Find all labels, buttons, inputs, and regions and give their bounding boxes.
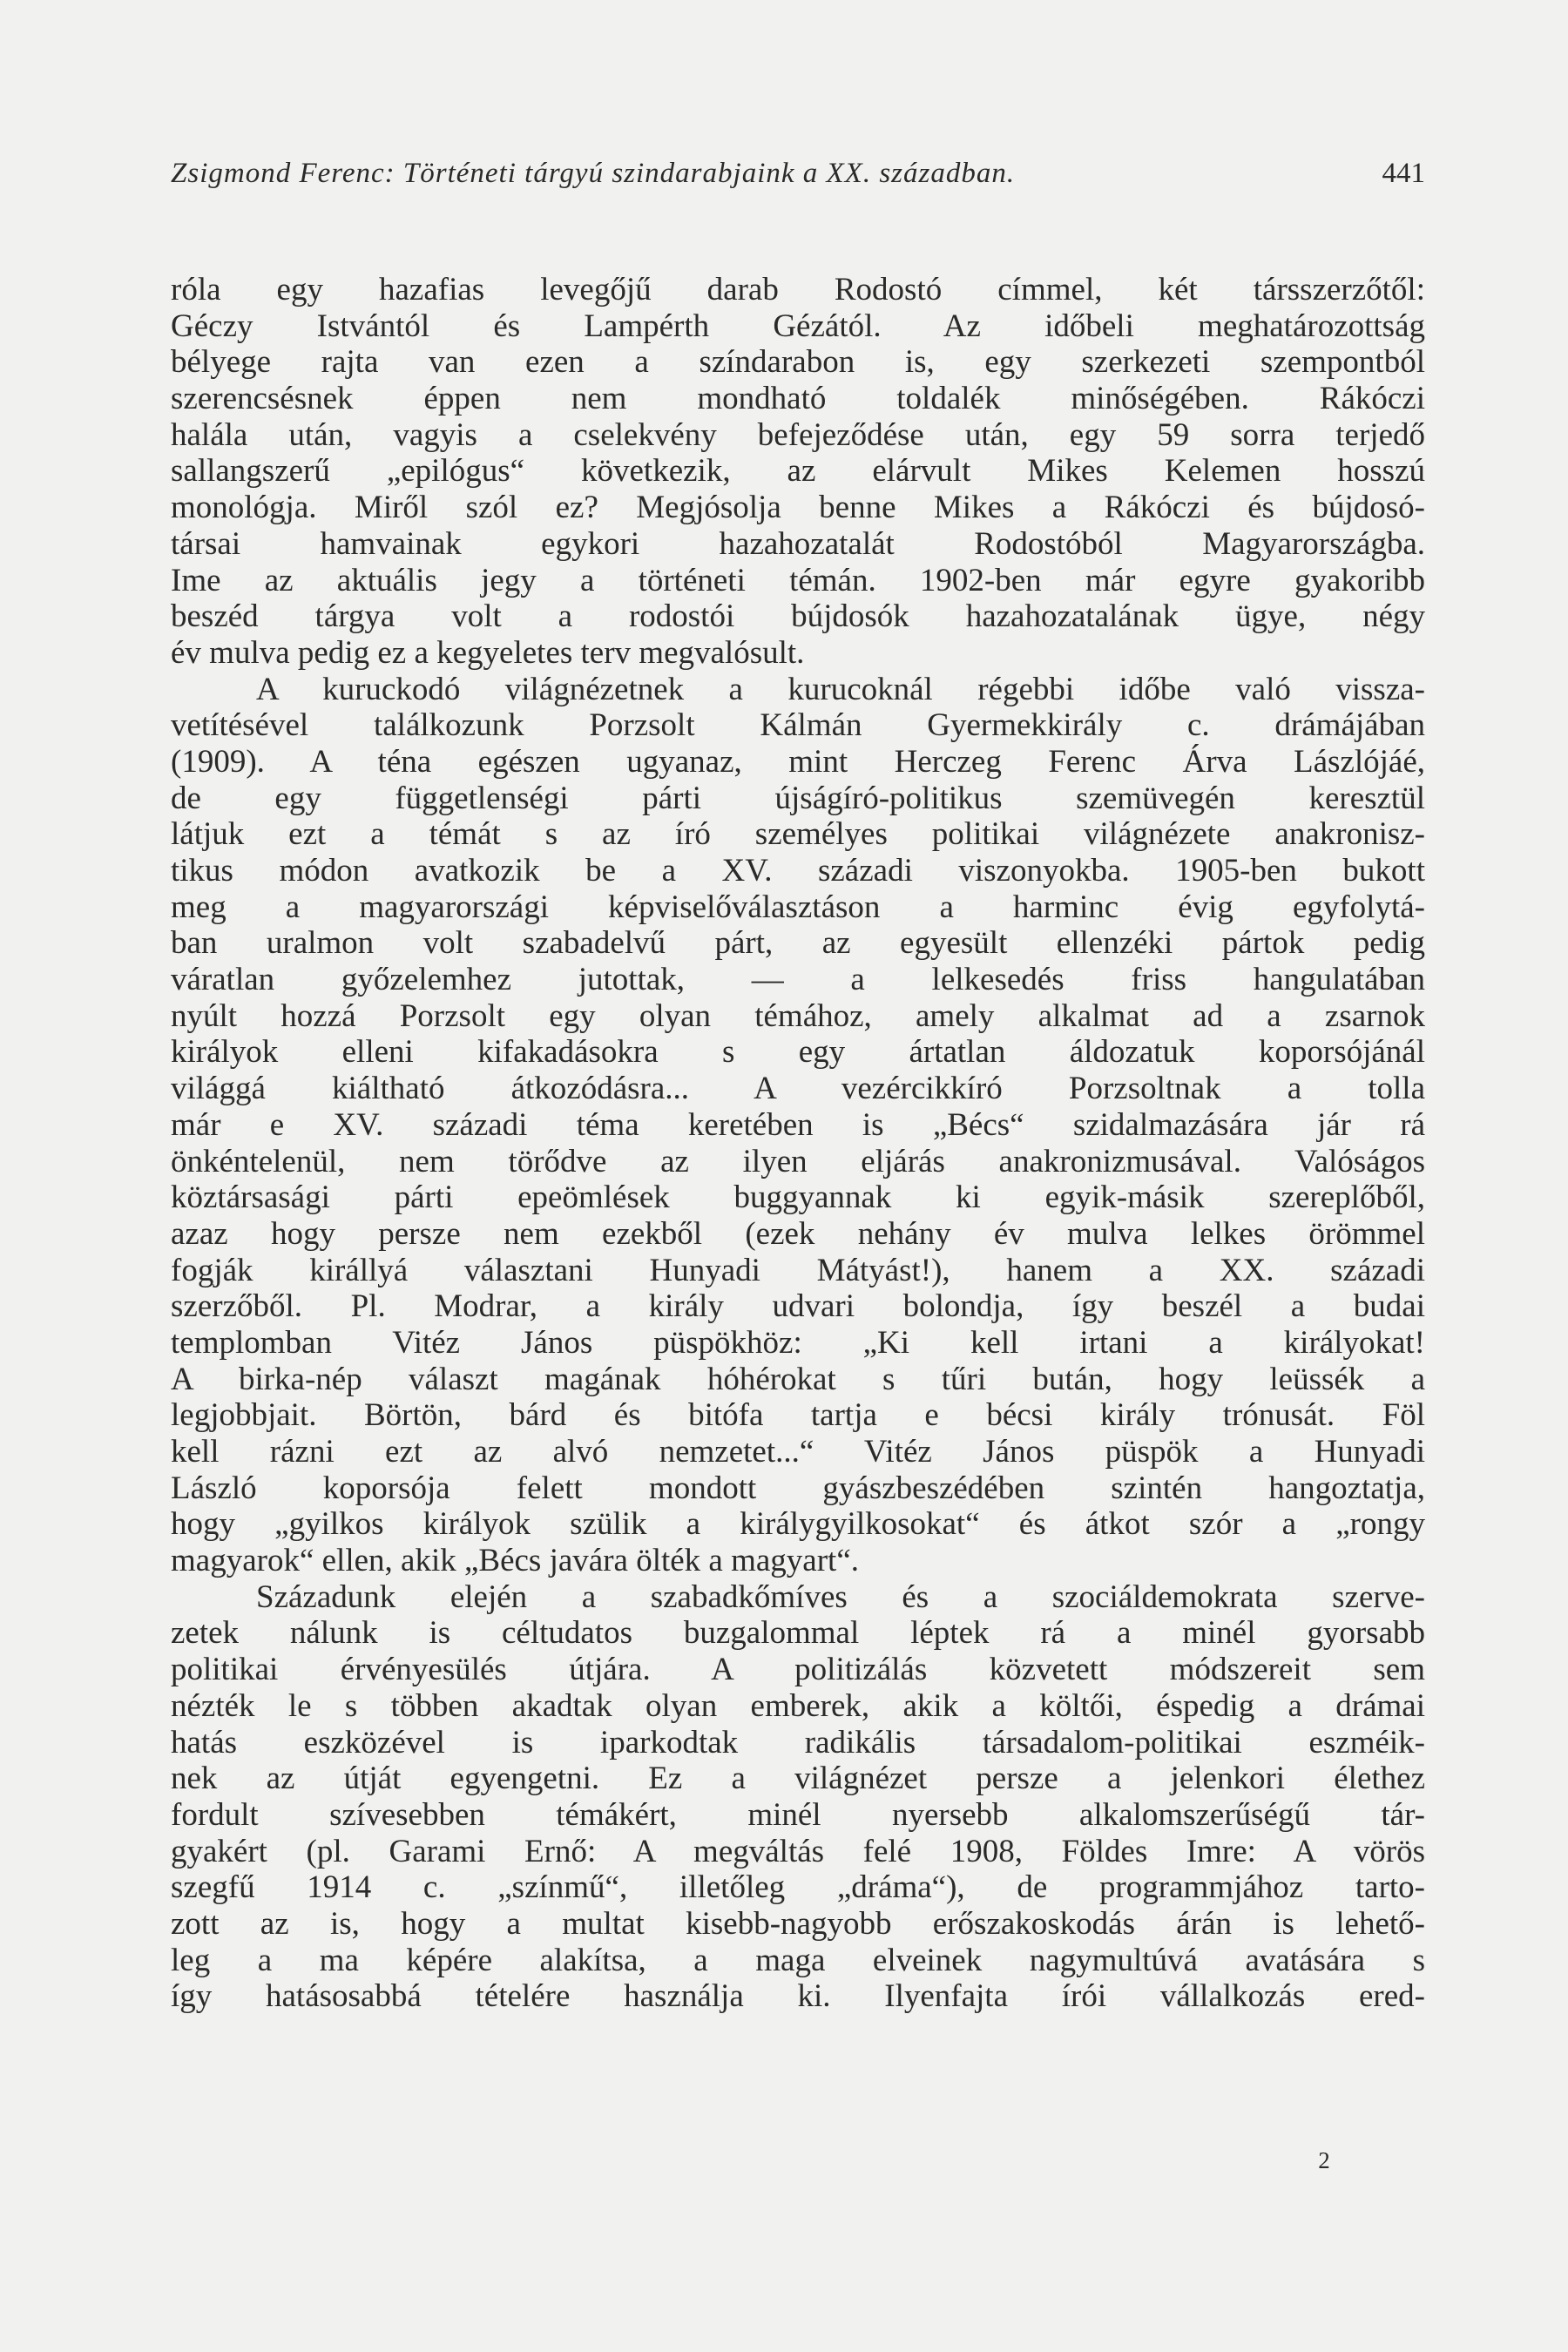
text-line: Géczy Istvántól és Lampérth Gézától. Az időbeli meghatározottság: [171, 308, 1425, 344]
text-line: hatás eszközével is iparkodtak radikális társadalom-politikai eszméik-: [171, 1724, 1425, 1761]
text-line: vetítésével találkozunk Porzsolt Kálmán Gyermekkirály c. drámájában: [171, 707, 1425, 744]
text-line: váratlan győzelemhez jutottak, — a lelkesedés friss hangulatában: [171, 962, 1425, 998]
text-line: templomban Vitéz János püspökhöz: „Ki kell irtani a királyokat!: [171, 1324, 1425, 1361]
text-line: társai hamvainak egykori hazahozatalát Rodostóból Magyarországba.: [171, 525, 1425, 562]
text-line: László koporsója felett mondott gyászbeszédében szintén hangoztatja,: [171, 1470, 1425, 1506]
text-line: monológja. Miről szól ez? Megjósolja benne Mikes a Rákóczi és bújdosó-: [171, 490, 1425, 526]
text-line: köztársasági párti epeömlések buggyannak ki egyik-másik szereplőből,: [171, 1179, 1425, 1216]
text-line: hogy „gyilkos királyok szülik a királygyilkosokat“ és átkot szór a „rongy: [171, 1506, 1425, 1543]
signature-mark: 2: [1318, 2147, 1330, 2173]
text-line: Ime az aktuális jegy a történeti témán. 1902-ben már egyre gyakoribb: [171, 562, 1425, 598]
body-text: [171, 272, 1425, 2015]
text-line: így hatásosabbá tételére használja ki. Ilyenfajta írói vállalkozás ered-: [171, 1978, 1425, 2015]
text-line: látjuk ezt a témát s az író személyes politikai világnézete anakronisz-: [171, 816, 1425, 853]
text-line: nézték le s többen akadtak olyan emberek, akik a költői, éspedig a drámai: [171, 1687, 1425, 1724]
text-line: nyúlt hozzá Porzsolt egy olyan témához, amely alkalmat ad a zsarnok: [171, 997, 1425, 1034]
text-line: meg a magyarországi képviselőválasztáson a harminc évig egyfolytá-: [171, 889, 1425, 925]
text-line: halála után, vagyis a cselekvény befejeződése után, egy 59 sorra terjedő: [171, 416, 1425, 453]
text-line: bélyege rajta van ezen a színdarabon is, egy szerkezeti szempontból: [171, 344, 1425, 381]
text-line: sallangszerű „epilógus“ következik, az elárvult Mikes Kelemen hosszú: [171, 453, 1425, 490]
text-line: királyok elleni kifakadásokra s egy ártatlan áldozatuk koporsójánál: [171, 1034, 1425, 1071]
text-line: önkéntelenül, nem törődve az ilyen eljárás anakronizmusával. Valóságos: [171, 1143, 1425, 1179]
running-title: Zsigmond Ferenc: Történeti tárgyú szindarabjaink a XX. században.: [171, 158, 1016, 189]
text-line: szerencsésnek éppen nem mondható toldalék minőségében. Rákóczi: [171, 381, 1425, 417]
text-line: politikai érvényesülés útjára. A politizálás közvetett módszereit sem: [171, 1652, 1425, 1688]
text-line: azaz hogy persze nem ezekből (ezek nehány év mulva lelkes örömmel: [171, 1215, 1425, 1252]
text-line: A kuruckodó világnézetnek a kurucoknál régebbi időbe való vissza-: [256, 671, 1425, 707]
page-number: 441: [1382, 158, 1425, 189]
text-line: ban uralmon volt szabadelvű párt, az egyesült ellenzéki pártok pedig: [171, 925, 1425, 962]
text-line: A birka-nép választ magának hóhérokat s tűri bután, hogy leüssék a: [171, 1361, 1425, 1397]
text-line: gyakért (pl. Garami Ernő: A megváltás felé 1908, Földes Imre: A vörös: [171, 1833, 1425, 1869]
text-line: kell rázni ezt az alvó nemzetet...“ Vitéz János püspök a Hunyadi: [171, 1434, 1425, 1470]
text-line: Századunk elején a szabadkőmíves és a szociáldemokrata szerve-: [256, 1578, 1425, 1615]
text-line: magyarok“ ellen, akik „Bécs javára ölték a magyart“.: [171, 1543, 859, 1579]
text-line: (1909). A téna egészen ugyanaz, mint Herczeg Ferenc Árva Lászlójáé,: [171, 743, 1425, 780]
text-line: zott az is, hogy a multat kisebb-nagyobb erőszakoskodás árán is lehető-: [171, 1905, 1425, 1942]
text-line: tikus módon avatkozik be a XV. századi viszonyokba. 1905-ben bukott: [171, 853, 1425, 889]
text-line: már e XV. századi téma keretében is „Bécs“ szidalmazására jár rá: [171, 1106, 1425, 1143]
text-line: világgá kiáltható átkozódásra... A vezércikkíró Porzsoltnak a tolla: [171, 1071, 1425, 1107]
text-line: de egy függetlenségi párti újságíró-politikus szemüvegén keresztül: [171, 780, 1425, 816]
text-line: beszéd tárgya volt a rodostói bújdosók hazahozatalának ügye, négy: [171, 598, 1425, 635]
text-line: szegfű 1914 c. „színmű“, illetőleg „dráma“), de programmjához tarto-: [171, 1869, 1425, 1906]
text-line: nek az útját egyengetni. Ez a világnézet persze a jelenkori élethez: [171, 1761, 1425, 1797]
text-line: év mulva pedig ez a kegyeletes terv megvalósult.: [171, 634, 805, 671]
text-line: szerzőből. Pl. Modrar, a király udvari bolondja, így beszél a budai: [171, 1288, 1425, 1325]
text-line: róla egy hazafias levegőjű darab Rodostó címmel, két társszerzőtől:: [171, 272, 1425, 308]
running-header: [171, 153, 1425, 193]
text-line: leg a ma képére alakítsa, a maga elveinek nagymultúvá avatására s: [171, 1942, 1425, 1978]
text-line: legjobbjait. Börtön, bárd és bitófa tartja e bécsi király trónusát. Föl: [171, 1397, 1425, 1434]
text-line: fordult szívesebben témákért, minél nyersebb alkalomszerűségű tár-: [171, 1796, 1425, 1833]
text-line: fogják királlyá választani Hunyadi Mátyást!), hanem a XX. századi: [171, 1252, 1425, 1288]
text-line: zetek nálunk is céltudatos buzgalommal léptek rá a minél gyorsabb: [171, 1615, 1425, 1652]
